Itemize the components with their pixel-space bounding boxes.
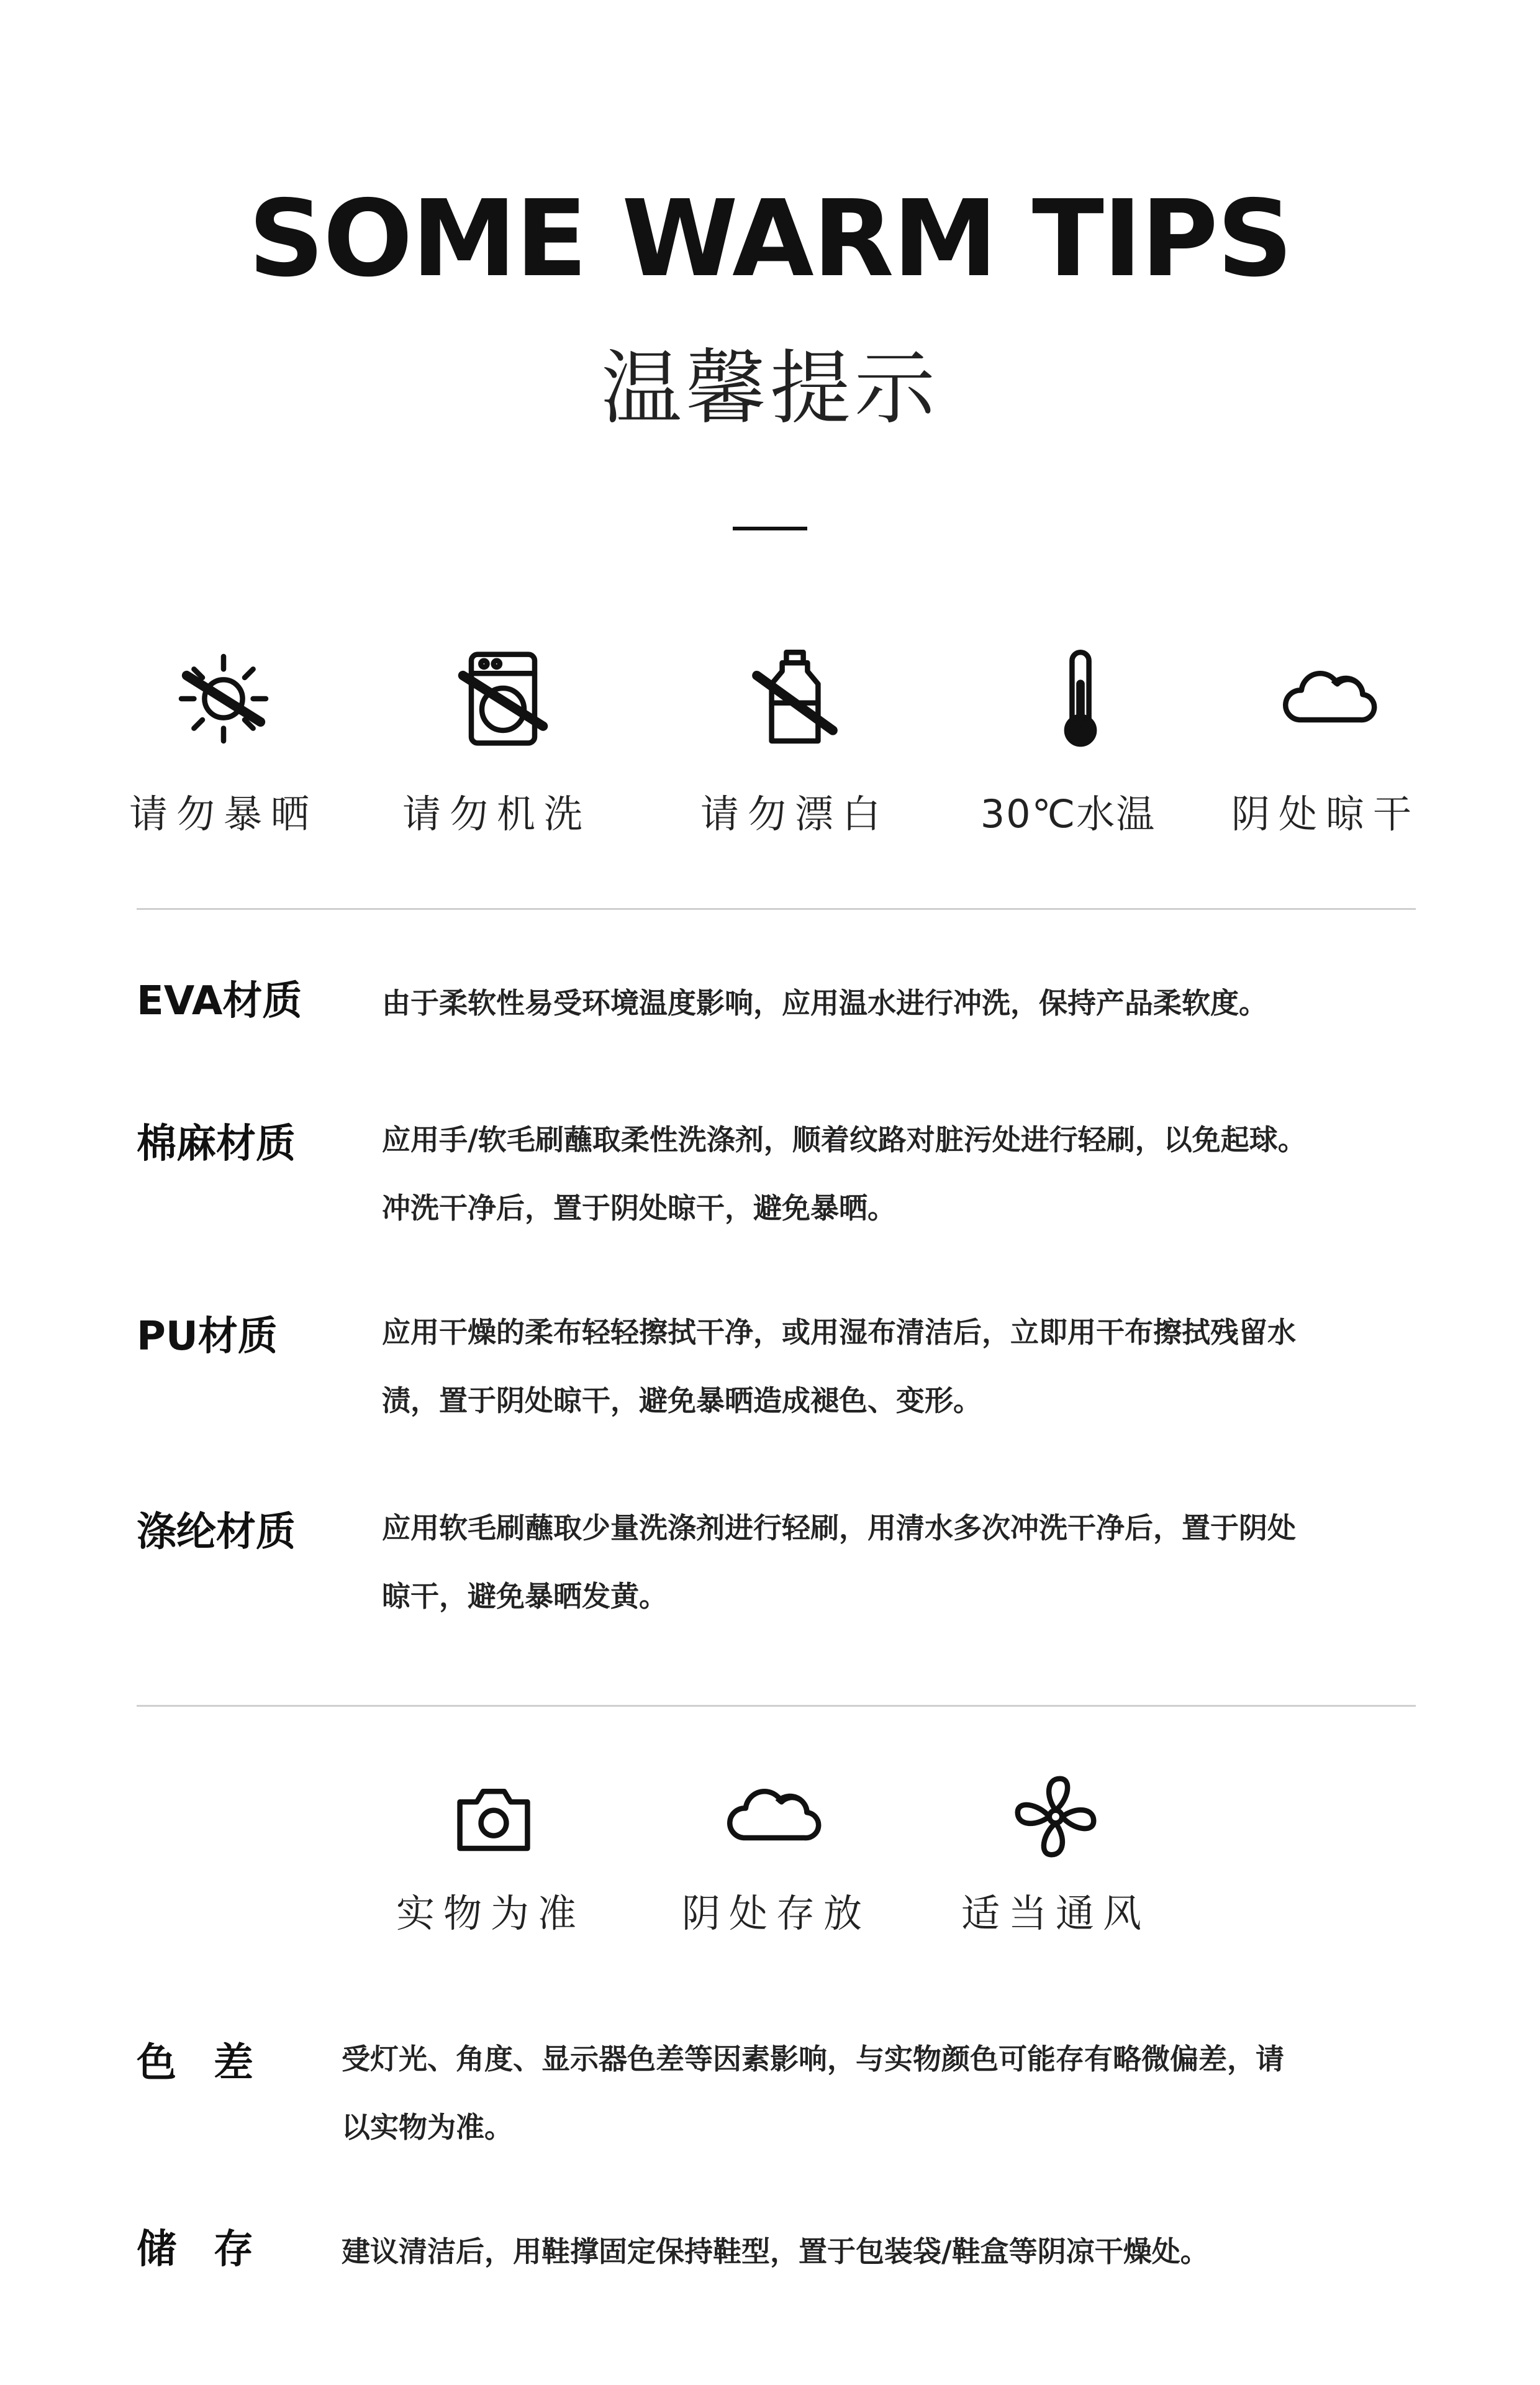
section-divider <box>137 908 1416 910</box>
material-desc-line: 渍，置于阴处晾干，避免暴晒造成褪色、变形。 <box>382 1384 982 1417</box>
storage-label-actual-product: 实物为准 <box>396 1891 585 1936</box>
no-sun-icon <box>171 646 276 752</box>
material-desc-line: 应用手/软毛刷蘸取柔性洗涤剂，顺着纹路对脏污处进行轻刷，以免起球。 <box>382 1123 1307 1156</box>
material-desc-line: 由于柔软性易受环境温度影响，应用温水进行冲洗，保持产品柔软度。 <box>382 986 1267 1020</box>
material-desc-line: 冲洗干净后，置于阴处晾干，避免暴晒。 <box>382 1191 896 1225</box>
storage-label-ventilation: 适当通风 <box>961 1891 1150 1936</box>
material-desc-pu <box>382 1298 1425 1435</box>
material-name-cotton-linen: 棉麻材质 <box>137 1121 296 1167</box>
page-title-cn: 温馨提示 <box>600 341 939 435</box>
note-desc-line: 建议清洁后，用鞋撑固定保持鞋型，置于包装袋/鞋盒等阴凉干燥处。 <box>342 2235 1209 2268</box>
section-divider <box>137 1705 1416 1707</box>
care-label-water-temp: 30℃水温 <box>980 791 1156 837</box>
material-desc-cotton-linen <box>382 1106 1425 1242</box>
material-desc-polyester <box>382 1494 1425 1630</box>
note-name-color-diff: 色差 <box>137 2040 291 2086</box>
no-bleach-icon <box>742 646 848 752</box>
note-desc-storage <box>342 2217 1422 2286</box>
care-label-no-sun: 请勿暴晒 <box>129 791 318 837</box>
no-machine-wash-icon <box>450 646 556 752</box>
care-label-no-machine-wash: 请勿机洗 <box>402 791 591 837</box>
page-title-en: SOME WARM TIPS <box>248 178 1292 301</box>
cloud-icon <box>1276 646 1382 752</box>
care-label-shade-dry: 阴处晾干 <box>1231 791 1420 837</box>
note-desc-line: 以实物为准。 <box>342 2110 513 2144</box>
material-desc-eva <box>382 969 1425 1037</box>
note-desc-line: 受灯光、角度、显示器色差等因素影响，与实物颜色可能存有略微偏差，请 <box>342 2042 1284 2076</box>
note-desc-color-diff <box>342 2025 1422 2161</box>
title-divider <box>733 527 807 530</box>
thermometer-icon <box>1028 646 1133 752</box>
cloud-icon <box>720 1764 826 1869</box>
material-desc-line: 晾干，避免暴晒发黄。 <box>382 1579 668 1613</box>
note-name-storage: 储存 <box>137 2227 291 2273</box>
storage-label-shade-storage: 阴处存放 <box>681 1891 871 1936</box>
camera-icon <box>441 1764 546 1869</box>
material-name-pu: PU材质 <box>137 1314 278 1360</box>
fan-icon <box>1003 1764 1108 1869</box>
care-label-no-bleach: 请勿漂白 <box>700 791 889 837</box>
material-desc-line: 应用软毛刷蘸取少量洗涤剂进行轻刷，用清水多次冲洗干净后，置于阴处 <box>382 1511 1296 1545</box>
material-desc-line: 应用干燥的柔布轻轻擦拭干净，或用湿布清洁后，立即用干布擦拭残留水 <box>382 1315 1296 1349</box>
material-name-polyester: 涤纶材质 <box>137 1509 296 1555</box>
material-name-eva: EVA材质 <box>137 978 302 1024</box>
